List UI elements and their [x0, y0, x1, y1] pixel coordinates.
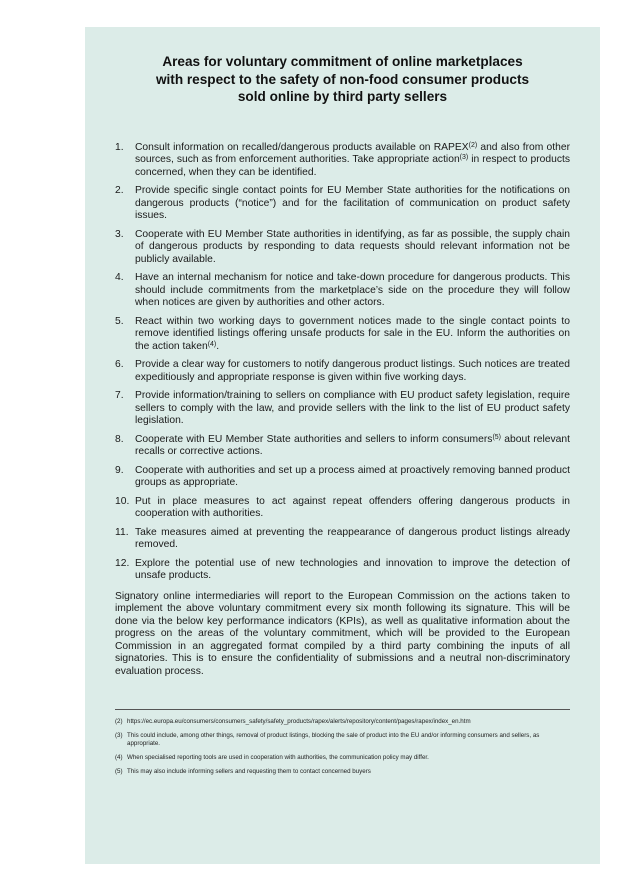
title-line: with respect to the safety of non-food consumer products	[155, 71, 530, 87]
commitment-panel	[85, 27, 600, 864]
list-item	[115, 496, 570, 521]
footnote-text: https://ec.europa.eu/consumers/consumers_safety/safety_products/rapex/alerts/repository/content/pages/rapex/index_en.htm	[127, 717, 471, 725]
list-item-number: 7.	[115, 390, 124, 401]
list-item-text: Cooperate with authorities and set up a process aimed at proactively removing banned product groups as appropriate.	[135, 464, 570, 488]
footnote	[115, 768, 570, 776]
commitment-list	[115, 142, 570, 583]
footnote-divider	[115, 709, 570, 710]
list-item-number: 12.	[115, 557, 130, 569]
list-item-text: Cooperate with EU Member State authorities in identifying, as far as possible, the supply chain of dangerous products by responding to data requests should relevant information not be publicly available.	[135, 228, 570, 265]
list-item-number: 10.	[115, 495, 130, 507]
list-item	[115, 316, 570, 354]
list-item	[115, 359, 570, 384]
list-item-number: 3.	[115, 228, 124, 240]
closing-paragraph: Signatory online intermediaries will report to the European Commission on the actions taken to implement the above voluntary commitment every six month following its signature. This will be done via the below key performance indicators (KPIs), as well as qualitative information about the progress on the areas of the voluntary commitment, which will be provided to the European Commission in an aggregated format compiled by a third party combining the inputs of all signatories. This is to ensure the confidentiality of submissions and a neutral non-discriminatory evaluation process.	[115, 590, 570, 678]
list-item	[115, 434, 570, 459]
list-item-text: React within two working days to government notices made to the single contact points to remove identified listings offering unsafe products for sale in the EU. Inform the authorities on the action taken	[135, 315, 570, 352]
footnote	[115, 732, 570, 748]
list-item-number: 1.	[115, 141, 124, 153]
list-item-text: Explore the potential use of new technologies and innovation to improve the detection of unsafe products.	[135, 557, 570, 581]
list-item-text: Cooperate with EU Member State authorities and sellers to inform consumers	[135, 433, 493, 445]
list-item	[115, 185, 570, 223]
list-item	[115, 272, 570, 310]
footnote-marker: (5)	[115, 767, 123, 775]
list-item	[115, 142, 570, 180]
list-item-text: .	[216, 340, 220, 352]
footnotes	[115, 718, 570, 776]
footnote	[115, 718, 570, 726]
list-item-text: Take measures aimed at preventing the reappearance of dangerous product listings already removed.	[135, 526, 570, 550]
page-title	[115, 53, 570, 106]
list-item-text: about relevant recalls or corrective actions.	[135, 433, 570, 457]
list-item-number: 11.	[115, 526, 129, 538]
list-item-text: Provide specific single contact points for EU Member State authorities for the notifications on dangerous products (“notice”) and for the facilitation of communication on product safety issues.	[135, 185, 570, 221]
list-item	[115, 558, 570, 583]
title-line: Areas for voluntary commitment of online marketplaces	[162, 54, 523, 69]
footnote-ref: (2)	[468, 141, 478, 149]
list-item-number: 5.	[115, 315, 124, 327]
footnote-text: This could include, among other things, removal of product listings, blocking the sale of product into the EU and/or informing consumers and sellers, as appropriate.	[127, 731, 540, 747]
list-item-number: 9.	[115, 464, 124, 476]
title-line: sold online by third party sellers	[237, 89, 448, 104]
list-item-number: 4.	[115, 272, 124, 283]
list-item-text: Have an internal mechanism for notice and take-down procedure for dangerous products. This should include commitments from the marketplace’s side on the procedure they will follow when notices are given by authorities and other actors.	[135, 272, 570, 308]
list-item-number: 6.	[115, 359, 124, 370]
list-item-text: Put in place measures to act against repeat offenders offering dangerous products in cooperation with authorities.	[135, 495, 570, 519]
list-item-text: and also from other sources, such as from enforcement authorities. Take appropriate action	[135, 141, 570, 165]
list-item	[115, 390, 570, 428]
list-item-number: 2.	[115, 185, 124, 196]
footnote-text: When specialised reporting tools are used in cooperation with authorities, the communication policy may differ.	[127, 753, 429, 761]
footnote-ref: (3)	[459, 154, 469, 161]
list-item	[115, 527, 570, 552]
list-item-text: in respect to products concerned, when they can be identified.	[135, 154, 570, 178]
footnote-marker: (2)	[115, 717, 123, 725]
footnote	[115, 754, 570, 762]
footnote-ref: (4)	[207, 340, 217, 348]
list-item-text: Provide a clear way for customers to notify dangerous product listings. Such notices are treated expeditiously and appropriate response is given within five working days.	[135, 359, 570, 383]
footnote-ref: (5)	[492, 433, 501, 441]
list-item-number: 8.	[115, 433, 124, 445]
list-item-text: Provide information/training to sellers on compliance with EU product safety legislation, require sellers to comply with the law, and provide sellers with the link to the list of EU product safety legislation.	[135, 390, 570, 426]
footnote-marker: (3)	[115, 731, 123, 739]
footnote-marker: (4)	[115, 753, 123, 761]
footnote-text: This may also include informing sellers and requesting them to contact concerned buyers	[127, 767, 371, 775]
list-item	[115, 465, 570, 490]
list-item	[115, 229, 570, 267]
list-item-text: Consult information on recalled/dangerous products available on RAPEX	[135, 141, 469, 153]
